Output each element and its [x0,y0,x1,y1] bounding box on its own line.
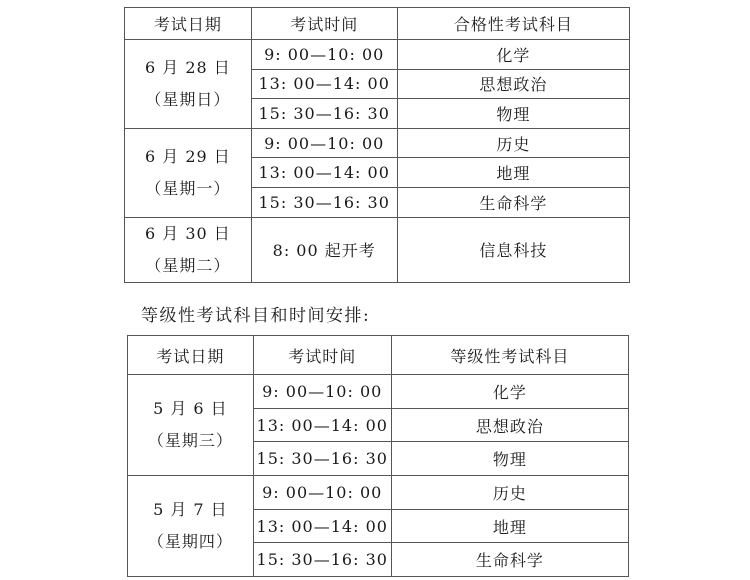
weekday-text: （星期三） [147,431,233,451]
time-cell: 13: 00—14: 00 [251,69,397,99]
time-cell: 8: 00 起开考 [251,217,397,282]
weekday-text: （星期日） [145,89,231,109]
time-cell: 15: 30—16: 30 [251,187,397,217]
qualification-exam-table [124,7,630,283]
table-header-row [128,336,629,375]
table-row [125,40,630,70]
date-text: 6 月 30 日 [144,223,231,243]
subject-cell: 历史 [391,476,628,510]
subject-cell: 物理 [391,442,628,476]
subject-cell: 生命科学 [391,543,628,577]
table-header-row [125,8,630,40]
header-exam-time: 考试时间 [253,336,391,375]
weekday-text: （星期二） [145,255,231,275]
weekday-text: （星期四） [147,532,233,552]
time-cell: 9: 00—10: 00 [253,476,391,510]
subject-cell: 化学 [397,40,629,70]
date-cell [125,128,252,217]
time-cell: 13: 00—14: 00 [253,408,391,442]
date-cell [128,375,254,476]
header-exam-subject: 合格性考试科目 [397,8,629,40]
header-exam-time: 考试时间 [251,8,397,40]
time-cell: 9: 00—10: 00 [253,375,391,409]
subject-cell: 思想政治 [391,408,628,442]
subject-cell: 生命科学 [397,187,629,217]
subject-cell: 化学 [391,375,628,409]
subject-cell: 物理 [397,99,629,129]
table-row [128,476,629,510]
date-text: 5 月 6 日 [153,399,228,419]
time-cell: 9: 00—10: 00 [251,128,397,158]
time-cell: 13: 00—14: 00 [251,158,397,188]
weekday-text: （星期一） [145,178,231,198]
time-cell: 13: 00—14: 00 [253,509,391,543]
table-row [128,375,629,409]
time-cell: 15: 30—16: 30 [253,442,391,476]
date-text: 6 月 28 日 [144,57,231,77]
table-row [125,217,630,282]
grade-exam-table [127,335,629,577]
date-cell [125,217,252,282]
time-cell: 15: 30—16: 30 [253,543,391,577]
subject-cell: 思想政治 [397,69,629,99]
grade-section-title: 等级性考试科目和时间安排: [141,306,371,326]
date-text: 6 月 29 日 [144,146,231,166]
subject-cell: 信息科技 [397,217,629,282]
table-row [125,128,630,158]
subject-cell: 历史 [397,128,629,158]
header-exam-date: 考试日期 [128,336,254,375]
subject-cell: 地理 [391,509,628,543]
date-cell [128,476,254,577]
time-cell: 9: 00—10: 00 [251,40,397,70]
header-exam-date: 考试日期 [125,8,252,40]
time-cell: 15: 30—16: 30 [251,99,397,129]
date-cell [125,40,252,129]
subject-cell: 地理 [397,158,629,188]
date-text: 5 月 7 日 [153,500,228,520]
header-exam-subject: 等级性考试科目 [391,336,628,375]
